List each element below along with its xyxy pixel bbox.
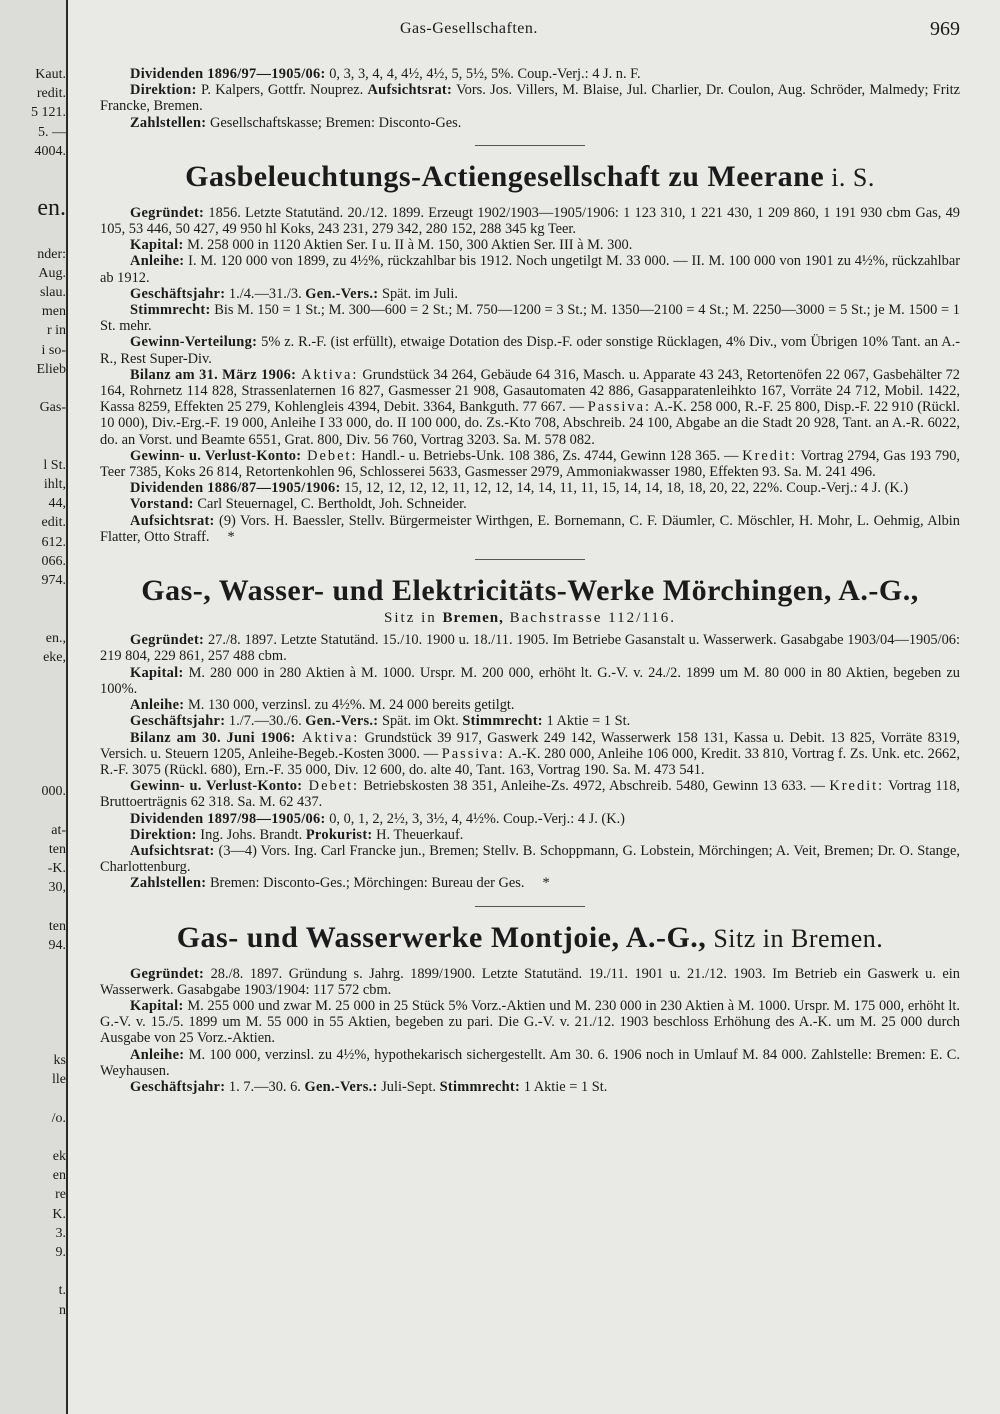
entry-moerchingen: [100, 574, 960, 891]
margin-fragment: men: [41, 304, 66, 320]
page-header: [80, 20, 960, 44]
margin-fragment: slau.: [39, 285, 66, 300]
margin-fragment: re: [55, 1187, 66, 1203]
margin-fragment: ek: [52, 1149, 66, 1164]
margin-fragment: ks: [53, 1053, 66, 1068]
company-title: Gas- und Wasserwerke Montjoie, A.-G., Sitz in Bremen.: [176, 920, 884, 954]
profit-loss-line: Gewinn- u. Verlust-Konto: Debet: Betriebskosten 38 351, Anleihe-Zs. 4972, Abschreib. 5480, Gewinn 13 633. — Kredit: Vortrag 118, Bruttoerträgnis 62 318. Sa. M. 62 437.: [100, 778, 961, 811]
voting-rights-line: Stimmrecht: Bis M. 150 = 1 St.; M. 300—600 = 2 St.; M. 750—1200 = 3 St.; M. 1350—2100 = 4 St.; M. 2250—3000 = 5 St.; je M. 1500 = 1 St. mehr.: [100, 302, 960, 335]
margin-fragment: n: [59, 1302, 66, 1318]
margin-fragment: /o.: [51, 1110, 66, 1126]
margin-fragment: ihlt,: [43, 477, 66, 492]
balance-sheet-line: Bilanz am 31. März 1906: Aktiva: Grundstück 34 264, Gebäude 64 316, Masch. u. Apparate 43 243, Retortenöfen 22 067, Gasbehälter 72 164, Rohrnetz 114 828, Strassenlaternen 16 827, Gasmesser 21 908, Gasautomaten 42 886, Gasapparatenleihkto 167, Vorräte 24 712, Mobil. 1422, Kassa 8259, Effekten 25 279, Kohlengleis 4394, Debit. 3364, Bankguth. 77 667. — Passiva: A.-K. 258 000, R.-F. 25 800, Disp.-F. 22 910 (Rückl. 10 000), Div.-Erg.-F. 19 000, Anleihe I 33 000, do. II 100 000, do. Zs.-Kto 708, Abschreib. 24 100, Abgabe an die Stadt 20 928, Tant. an A.-R. 6022, do. an Vorst. und Beamte 6551, Grat. 800, Div. 56 760, Vortrag 3203. Sa. M. 578 082.: [100, 366, 961, 448]
supervisory-board-line: Aufsichtsrat: (9) Vors. H. Baessler, Stellv. Bürgermeister Wirthgen, E. Bornemann, C. F. Däumler, C. Möschler, H. Mohr, L. Oehmig, Albin Flatter, Otto Straff. *: [100, 512, 960, 545]
margin-fragment: redit.: [36, 86, 66, 102]
board-line: Vorstand: Carl Steuernagel, C. Bertholdt, Joh. Schneider.: [130, 496, 467, 513]
balance-sheet-line: Bilanz am 30. Juni 1906: Aktiva: Grundstück 39 917, Gaswerk 249 142, Wasserwerk 158 131, Kassa u. Debit. 13 825, Vorräte 8319, Versich. u. Steuern 1205, Anleihe-Begeb.-Kosten 3000. — Passiva: A.-K. 280 000, Anleihe 106 000, Kredit. 33 810, Vortrag f. Zs. Unk. etc. 2662, R.-F. 3075 (Rückl. 680), Ern.-F. 35 000, Div. 12 600, do. alte 40, Tant. 163, Vortrag 190. Sa. M. 473 541.: [100, 729, 961, 778]
direction-line: Direktion: P. Kalpers, Gottfr. Nouprez. Aufsichtsrat: Vors. Jos. Villers, M. Blaise, Jul. Charlier, Dr. Coulon, Aug. Schröder, Malmedy; Fritz Francke, Bremen.: [100, 82, 960, 115]
margin-fragment: Aug.: [38, 265, 66, 281]
margin-fragment: 94.: [48, 937, 66, 953]
margin-fragment: -K.: [47, 861, 66, 876]
entry-montjoie: [100, 921, 960, 1096]
loan-line: Anleihe: I. M. 120 000 von 1899, zu 4½%, rückzahlbar bis 1912. Noch ungetilgt M. 33 000. — II. M. 100 000 von 1901 zu 4½%, rückzahlbar ab 1912.: [100, 253, 960, 286]
dividends-line: Dividenden 1886/87—1905/1906: 15, 12, 12, 12, 12, 11, 12, 12, 14, 14, 11, 11, 15, 14, 14, 18, 18, 20, 22, 22%. Coup.-Verj.: 4 J. (K.): [130, 480, 909, 497]
dividends-line: Dividenden 1896/97—1905/06: 0, 3, 3, 4, 4, 4½, 4½, 5, 5½, 5%. Coup.-Verj.: 4 J. n. F.: [130, 66, 641, 82]
page-body: [100, 66, 960, 1095]
margin-fragment: ten: [48, 918, 66, 934]
margin-fragment: i so-: [41, 342, 66, 358]
capital-line: Kapital: M. 258 000 in 1120 Aktien Ser. I u. II à M. 150, 300 Aktien Ser. III à M. 300.: [130, 237, 633, 254]
company-seat: Sitz in Bremen, Bachstrasse 112/116.: [384, 610, 676, 627]
capital-line: Kapital: M. 255 000 und zwar M. 25 000 in 25 Stück 5% Vorz.-Aktien und M. 230 000 in 230 Aktien à M. 1000. Urspr. M. 175 000, erhöht lt. G.-V. v. 15./5. 1899 um M. 55 000 in 55 Aktien, begeben zu pari. Die G.-V. v. 21./12. 1903 beschloss Erhöhung des A.-K. um M. 25 000 durch Ausgabe von 25 Vorz.-Aktien.: [100, 997, 960, 1047]
running-title: Gas-Gesellschaften.: [400, 20, 538, 37]
loan-line: Anleihe: M. 100 000, verzinsl. zu 4½%, hypothekarisch sichergestellt. Am 30. 6. 1906 noch in Umlauf M. 84 000. Zahlstelle: Bremen: E. C. Weyhausen.: [100, 1046, 960, 1079]
founded-line: Gegründet: 28./8. 1897. Gründung s. Jahrg. 1899/1900. Letzte Statutänd. 19./11. 1901 u. 21./12. 1903. Im Betrieb ein Gaswerk u. ein Wasserwerk. Gasabgabe 1903/1904: 117 572 cbm.: [100, 965, 960, 998]
margin-fragment: 3.: [55, 1225, 66, 1241]
margin-fragment: Kaut.: [35, 67, 66, 82]
profit-loss-line: Gewinn- u. Verlust-Konto: Debet: Handl.- u. Betriebs-Unk. 108 386, Zs. 4744, Gewinn 128 365. — Kredit: Vortrag 2794, Gas 193 790, Teer 7385, Koks 26 814, Retortenkohlen 96, Schlosserei 5633, Gasmesser 2979, Ammoniakwasser 1980, Effekten 93. Sa. M. 241 496.: [100, 447, 961, 481]
margin-fragment: l St.: [43, 457, 66, 473]
margin-fragment: at-: [51, 822, 66, 838]
separator-rule: [475, 559, 585, 560]
margin-fragment: eke,: [43, 649, 66, 665]
margin-fragment: r in: [46, 323, 66, 339]
margin-fragment: 066.: [41, 553, 66, 569]
margin-fragment: en.: [37, 200, 66, 218]
profit-distribution-line: Gewinn-Verteilung: 5% z. R.-F. (ist erfüllt), etwaige Dotation des Disp.-F. oder sonstige Rücklagen, 4% Div., vom Übrigen 10% Tant. an A.-R., Rest Super-Div.: [100, 334, 960, 367]
margin-fragment: t.: [58, 1283, 66, 1299]
founded-line: Gegründet: 1856. Letzte Statutänd. 20./12. 1899. Erzeugt 1902/1903—1905/1906: 1 123 310, 1 221 430, 1 209 860, 1 191 930 cbm Gas, 49 105, 53 446, 50 427, 49 950 hl Koks, 243 231, 279 342, 280 152, 288 345 kg Teer.: [100, 204, 960, 238]
company-title: Gasbeleuchtungs-Actiengesellschaft zu Meerane i. S.: [185, 159, 875, 193]
entry-meerane: [100, 160, 960, 545]
margin-fragment: en.,: [45, 630, 66, 646]
margin-fragment: 9.: [55, 1245, 66, 1260]
left-page-margin: [0, 0, 68, 1414]
capital-line: Kapital: M. 280 000 in 280 Aktien à M. 1000. Urspr. M. 200 000, erhöht lt. G.-V. v. 24./2. 1899 um M. 80 000 in 80 Aktien, begeben zu 100%.: [100, 664, 960, 697]
margin-fragment: 5 121.: [31, 105, 66, 121]
margin-fragment: 974.: [41, 573, 66, 588]
fiscal-year-line: Geschäftsjahr: 1./4.—31./3. Gen.-Vers.: Spät. im Juli.: [130, 285, 458, 302]
margin-fragment: 44,: [48, 496, 66, 512]
paying-agents-line: Zahlstellen: Gesellschaftskasse; Bremen: Disconto-Ges.: [130, 114, 462, 131]
margin-fragment: K.: [52, 1206, 66, 1222]
margin-fragment: 30,: [48, 880, 66, 896]
fiscal-year-line: Geschäftsjahr: 1./7.—30./6. Gen.-Vers.: Spät. im Okt. Stimmrecht: 1 Aktie = 1 St.: [130, 713, 631, 730]
dividends-line: Dividenden 1897/98—1905/06: 0, 0, 1, 2, 2½, 3, 3½, 4, 4½%. Coup.-Verj.: 4 J. (K.): [130, 810, 625, 827]
company-title: Gas-, Wasser- und Elektricitäts-Werke Mörchingen, A.-G.,: [141, 574, 919, 608]
margin-fragment: 4004.: [34, 143, 66, 159]
margin-fragment: 612.: [41, 534, 66, 550]
entry-continuation: [100, 66, 960, 131]
margin-fragment: Gas-: [39, 400, 66, 416]
separator-rule: [475, 906, 585, 907]
founded-line: Gegründet: 27./8. 1897. Letzte Statutänd. 15./10. 1900 u. 18./11. 1905. Im Betriebe Gasanstalt u. Wasserwerk. Gasabgabe 1903/04—1905/06: 219 804, 229 861, 257 488 cbm.: [100, 632, 960, 665]
separator-rule: [475, 145, 585, 146]
margin-fragment: ten: [48, 841, 66, 857]
direction-line: Direktion: Ing. Johs. Brandt. Prokurist: H. Theuerkauf.: [130, 826, 464, 843]
paying-agents-line: Zahlstellen: Bremen: Disconto-Ges.; Mörchingen: Bureau der Ges. *: [130, 875, 550, 892]
page-number: 969: [930, 18, 960, 40]
margin-fragment: 5. —: [38, 124, 66, 140]
margin-fragment: lle: [52, 1072, 66, 1088]
margin-fragment: 000.: [41, 784, 66, 800]
margin-fragment: en: [52, 1168, 66, 1184]
margin-fragment: nder:: [37, 246, 66, 262]
fiscal-year-line: Geschäftsjahr: 1. 7.—30. 6. Gen.-Vers.: Juli-Sept. Stimmrecht: 1 Aktie = 1 St.: [130, 1078, 608, 1095]
margin-fragment: edit.: [41, 515, 66, 531]
supervisory-board-line: Aufsichtsrat: (3—4) Vors. Ing. Carl Francke jun., Bremen; Stellv. B. Schoppmann, G. Lobstein, Mörchingen; A. Veit, Bremen; Dr. O. Stange, Charlottenburg.: [100, 842, 960, 876]
margin-fragment: Elieb: [36, 361, 66, 377]
loan-line: Anleihe: M. 130 000, verzinsl. zu 4½%. M. 24 000 bereits getilgt.: [130, 697, 515, 714]
